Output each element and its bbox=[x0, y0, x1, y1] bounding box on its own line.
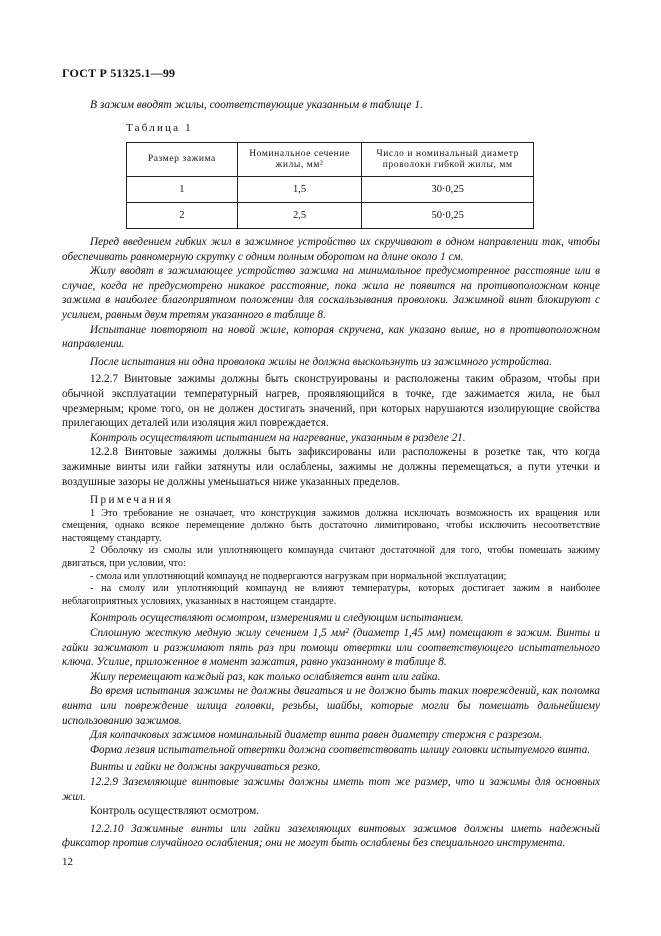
table-row bbox=[127, 177, 534, 203]
note-item: 2 Оболочку из смолы или уплотняющего компаунда считают достаточной для того, чтобы помешать зажиму двигаться, при условии, что: bbox=[62, 545, 600, 570]
table-cell: 2 bbox=[127, 203, 238, 229]
table-row bbox=[127, 203, 534, 229]
table-cell: 1 bbox=[127, 177, 238, 203]
paragraph: 12.2.10 Зажимные винты или гайки заземляющих винтовых зажимов должны иметь надежный фиксатор против случайного ослабления; они не могут быть ослаблены без специального инструмента. bbox=[62, 822, 600, 850]
table-header-cell: Число и номинальный диаметр проволоки гибкой жилы, мм bbox=[362, 143, 534, 177]
table-header-cell: Размер зажима bbox=[127, 143, 238, 177]
table-header-row bbox=[127, 143, 534, 177]
paragraph: Сплошную жесткую медную жилу сечением 1,5 мм² (диаметр 1,45 мм) помещают в зажим. Винты и гайки зажимают и разжимают пять раз при помощи отвертки или соответствующего испытательного ключа. Усилие, приложенное в момент зажатия, равно указанному в таблице 8. bbox=[62, 627, 600, 669]
paragraph: После испытания ни одна проволока жилы не должна выскользнуть из зажимного устройства. bbox=[90, 355, 552, 368]
paragraph: Во время испытания зажимы не должны двигаться и не должно быть таких повреждений, как поломка винта или повреждение шлица головки, резьбы, шайбы, которые могли бы помешать дальнейшему использованию зажимов. bbox=[62, 685, 600, 727]
document-body bbox=[62, 235, 600, 854]
paragraph: Испытание повторяют на новой жиле, которая скручена, как указано выше, но в противоположном направлении. bbox=[62, 323, 600, 351]
paragraph: Жилу перемещают каждый раз, как только ослабляется винт или гайка. bbox=[90, 670, 441, 683]
clause-12-2-9: Контроль осуществляют осмотром. bbox=[90, 805, 260, 818]
paragraph: Перед введением гибких жил в зажимное устройство их скручивают в одном направлении так, чтобы обеспечивать равномерную скрутку с одним полным оборотом на длине около 1 см. bbox=[62, 236, 600, 263]
paragraph: Для колпачковых зажимов номинальный диаметр винта равен диаметру стержня с разрезом. bbox=[90, 729, 543, 742]
paragraph: Жилу вводят в зажимающее устройство зажима на минимальное предусмотренное расстояние или в случае, когда не предусмотрено никакое расстояние, пока жила не появится на противоположном конце зажима в наиболее благоприятном положении для соскальзывания проволоки. Зажимной винт блокируют с усилием, равным двум третям указанного в таблице 8. bbox=[62, 265, 600, 321]
table-header-cell: Номинальное сечение жилы, мм² bbox=[237, 143, 362, 177]
clause-12-2-7: 12.2.7 Винтовые зажимы должны быть сконструированы и расположены таким образом, чтобы при обычной эксплуатации температурный нагрев, проявляющийся в точке, где зажимается жила, не был чрезмерным; кроме того, он не должен достигать значений, при которых нарушаются изолирующие свойства прилегающих деталей или изоляция жил повреждается. bbox=[62, 373, 600, 430]
paragraph: Контроль осуществляют осмотром, измерениями и следующим испытанием. bbox=[90, 612, 464, 625]
table-cell: 1,5 bbox=[237, 177, 362, 203]
table-cell: 30·0,25 bbox=[362, 177, 534, 203]
table-cell: 2,5 bbox=[237, 203, 362, 229]
note-item: - на смолу или уплотняющий компаунд не влияют температуры, которых достигает зажим в наиболее неблагоприятных условиях, указанных в настоящем стандарте. bbox=[62, 583, 600, 607]
clamp-size-table bbox=[126, 142, 534, 229]
paragraph: Контроль осуществляют испытанием на нагревание, указанным в разделе 21. bbox=[90, 431, 466, 444]
note-item: - смола или уплотняющий компаунд не подвергаются нагрузкам при нормальной эксплуатации; bbox=[90, 570, 507, 582]
paragraph: Форма лезвия испытательной отвертки должна соответствовать шлицу головки испытуемого винта. bbox=[90, 743, 591, 756]
notes-heading: Примечания bbox=[90, 494, 174, 507]
page-number: 12 bbox=[62, 856, 73, 868]
table-caption: Таблица 1 bbox=[126, 122, 193, 134]
clause-12-2-8: 12.2.8 Винтовые зажимы должны быть зафиксированы или расположены в розетке так, что когда зажимные винты или гайки затянуты или ослаблены, зажимы не должны перемещаться, а пути утечки и воздушные зазоры не должны уменьшаться ниже указанных пределов. bbox=[62, 446, 600, 488]
paragraph: 12.2.9 Заземляющие винтовые зажимы должны иметь тот же размер, что и зажимы для основных жил. bbox=[62, 775, 600, 803]
paragraph: Винты и гайки не должны закручиваться резко. bbox=[90, 761, 321, 774]
document-code-header: ГОСТ Р 51325.1—99 bbox=[62, 66, 176, 80]
note-item: 1 Это требование не означает, что конструкция зажимов должна исключать возможность их вращения или смещения, однако всякое перемещение должно быть достаточно лимитировано, чтобы исключить несоответствие настоящему стандарту. bbox=[62, 507, 600, 544]
intro-line: В зажим вводят жилы, соответствующие указанным в таблице 1. bbox=[90, 99, 424, 111]
table-cell: 50·0,25 bbox=[362, 203, 534, 229]
